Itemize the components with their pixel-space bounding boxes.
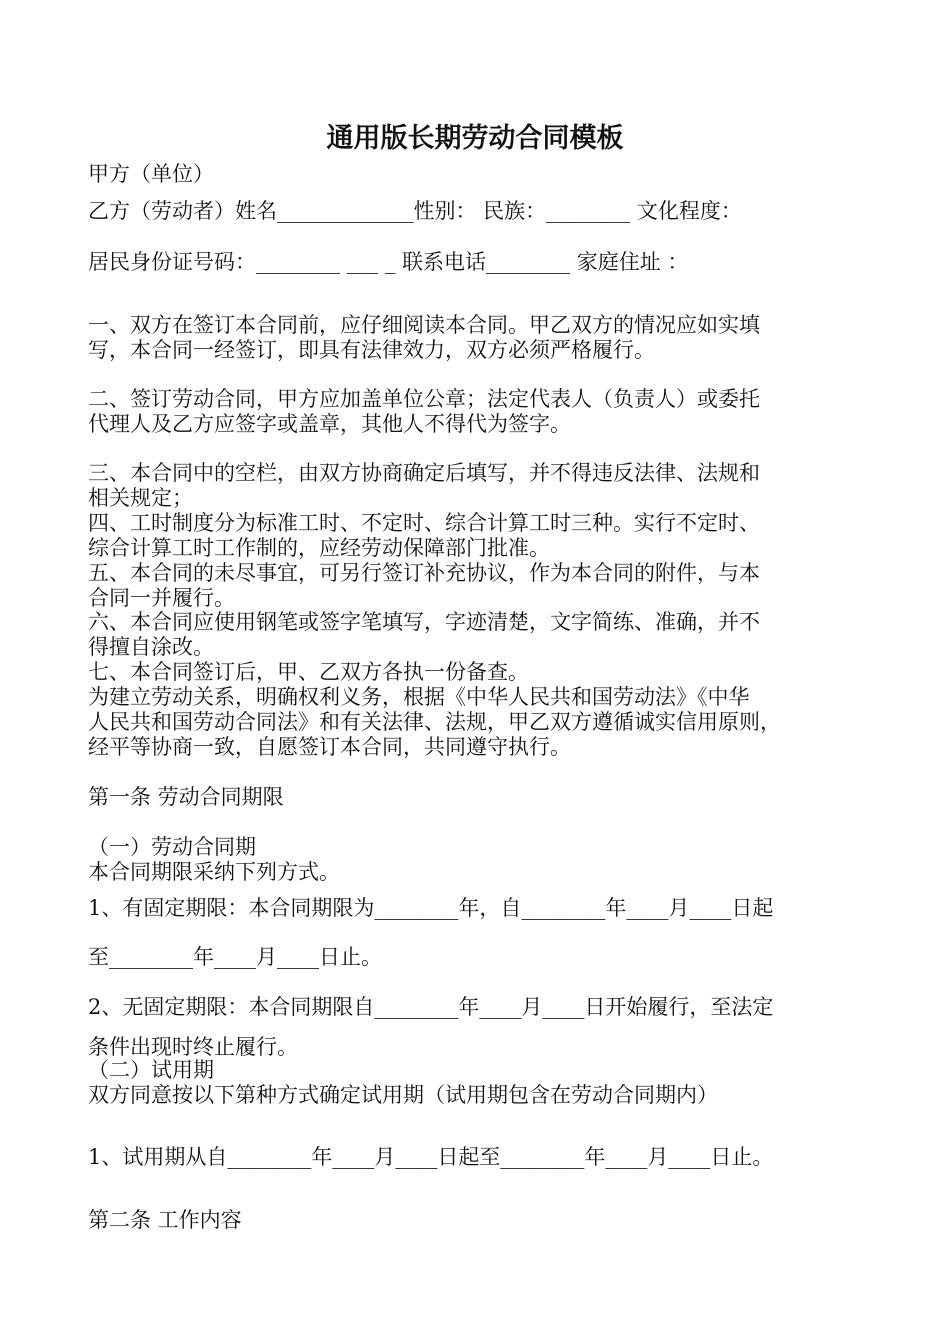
notice-6-line-2: 得擅自涂改。: [88, 635, 214, 659]
notice-2-line-1: 二、签订劳动合同，甲方应加盖单位公章；法定代表人（负责人）或委托: [88, 387, 760, 411]
probation-intro: 双方同意按以下第种方式确定试用期（试用期包含在劳动合同期内）: [88, 1083, 718, 1107]
id-contact-line: 居民身份证号码：________ ___ _ 联系电话________ 家庭住址 ：: [88, 250, 689, 274]
notice-5-line-1: 五、本合同的未尽事宜，可另行签订补充协议，作为本合同的附件，与本: [88, 561, 760, 585]
preamble-line-1: 为建立劳动关系，明确权利义务，根据《中华人民共和国劳动法》《中华: [88, 685, 750, 709]
fixed-term-line-2: 至________年____月____日止。: [88, 945, 382, 969]
notice-4-line-2: 综合计算工时工作制的，应经劳动保障部门批准。: [88, 536, 550, 560]
notice-4-line-1: 四、工时制度分为标准工时、不定时、综合计算工时三种。实行不定时、: [88, 511, 760, 535]
probation-line: 1、试用期从自________年____月____日起至________年____月____日止。: [88, 1145, 774, 1169]
document-title: 通用版长期劳动合同模板: [326, 123, 624, 154]
notice-2-line-2: 代理人及乙方应签字或盖章，其他人不得代为签字。: [88, 412, 571, 436]
section-1-heading: （一）劳动合同期: [88, 835, 256, 859]
notice-1-line-2: 写，本合同一经签订，即具有法律效力，双方必须严格履行。: [88, 338, 655, 362]
notice-6-line-1: 六、本合同应使用钢笔或签字笔填写，字迹清楚，文字简练、准确，并不: [88, 610, 760, 634]
party-b-line: 乙方（劳动者）姓名_____________性别： 民族：________ 文化程度：: [88, 199, 742, 223]
open-term-line-1: 2、无固定期限：本合同期限自________年____月____日开始履行，至法定: [88, 995, 774, 1019]
open-term-line-2: 条件出现时终止履行。: [88, 1035, 298, 1059]
party-a-line: 甲方（单位）: [88, 162, 214, 186]
article-2-heading: 第二条 工作内容: [88, 1208, 242, 1232]
notice-1-line-1: 一、双方在签订本合同前，应仔细阅读本合同。甲乙双方的情况应如实填: [88, 313, 760, 337]
section-2-heading: （二）试用期: [88, 1058, 214, 1082]
notice-3-line-2: 相关规定；: [88, 486, 193, 510]
notice-5-line-2: 合同一并履行。: [88, 586, 235, 610]
section-1-intro: 本合同期限采纳下列方式。: [88, 860, 340, 884]
notice-3-line-1: 三、本合同中的空栏，由双方协商确定后填写，并不得违反法律、法规和: [88, 461, 760, 485]
preamble-line-2: 人民共和国劳动合同法》和有关法律、法规，甲乙双方遵循诚实信用原则，: [88, 710, 781, 734]
fixed-term-line-1: 1、有固定期限：本合同期限为________年，自________年____月____日起: [88, 896, 774, 920]
article-1-heading: 第一条 劳动合同期限: [88, 785, 284, 809]
preamble-line-3: 经平等协商一致，自愿签订本合同，共同遵守执行。: [88, 735, 571, 759]
notice-7-line: 七、本合同签订后，甲、乙双方各执一份备查。: [88, 660, 529, 684]
